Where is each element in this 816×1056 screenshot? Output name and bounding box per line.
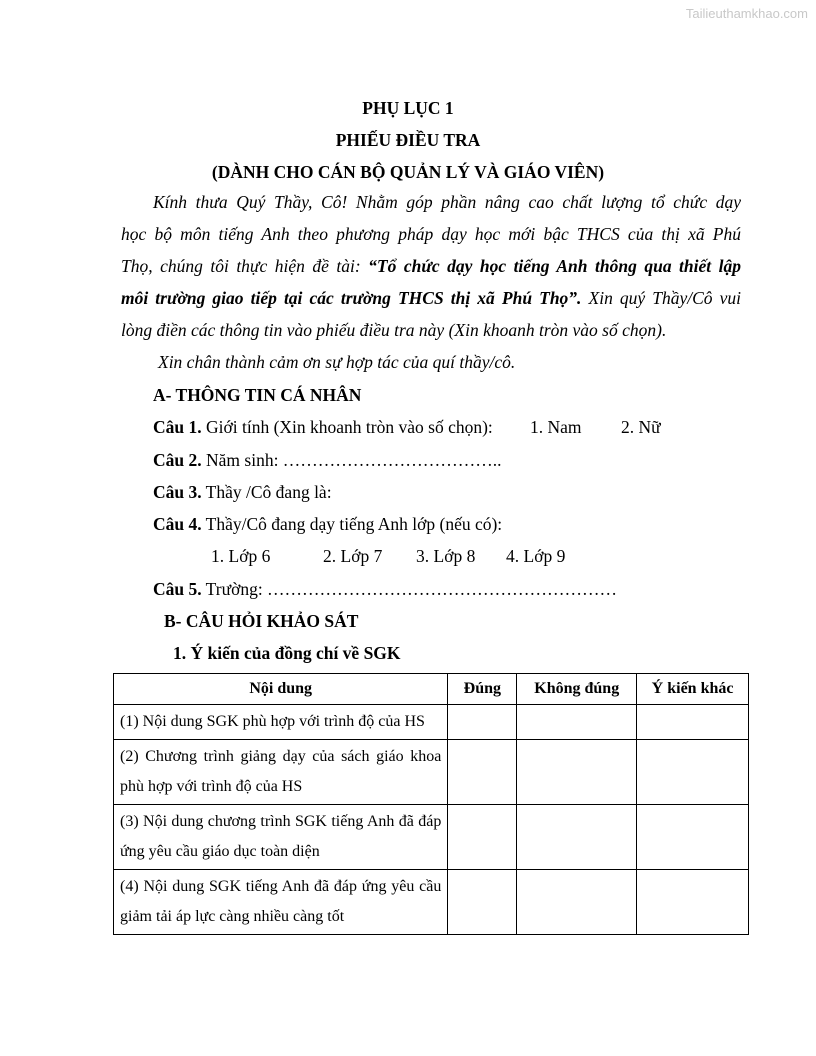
topic-title: môi trường giao tiếp tại các trường THCS thị xã Phú Thọ”.: [121, 288, 582, 308]
cell-incorrect[interactable]: [517, 740, 637, 805]
cell-correct[interactable]: [448, 805, 517, 870]
intro-line: học bộ môn tiếng Anh theo phương pháp dạy học mới bậc THCS của thị xã Phú: [121, 224, 741, 244]
option-grade-8[interactable]: 3. Lớp 8: [416, 546, 476, 566]
cell-correct[interactable]: [448, 705, 517, 740]
intro-line: lòng điền các thông tin vào phiếu điều tra này (Xin khoanh tròn vào số chọn).: [121, 320, 667, 340]
question-label: Câu 5.: [153, 579, 202, 599]
row-content: (3) Nội dung chương trình SGK tiếng Anh đã đáp ứng yêu cầu giáo dục toàn diện: [114, 805, 448, 870]
table-row: [114, 705, 749, 740]
option-grade-7[interactable]: 2. Lớp 7: [323, 546, 383, 566]
question-4: [153, 513, 502, 535]
table-row: [114, 740, 749, 805]
cell-other[interactable]: [637, 740, 749, 805]
header-content: Nội dung: [114, 674, 448, 705]
question-text: Giới tính (Xin khoanh tròn vào số chọn):: [201, 417, 493, 437]
question-3: [153, 481, 332, 503]
question-label: Câu 1.: [153, 417, 202, 437]
section-b-heading: B- CÂU HỎI KHẢO SÁT: [164, 611, 359, 631]
table-row: [114, 870, 749, 935]
option-female[interactable]: 2. Nữ: [621, 417, 661, 437]
table-row: [114, 805, 749, 870]
survey-subtitle: (DÀNH CHO CÁN BỘ QUẢN LÝ VÀ GIÁO VIÊN): [211, 162, 605, 182]
table-header-row: [114, 674, 749, 705]
option-grade-6[interactable]: 1. Lớp 6: [211, 546, 271, 566]
question-5: [153, 578, 617, 600]
question-label: Câu 3.: [153, 482, 202, 502]
question-label: Câu 2.: [153, 450, 202, 470]
cell-other[interactable]: [637, 805, 749, 870]
question-text: Trường: ……………………………………………………: [201, 579, 618, 599]
cell-incorrect[interactable]: [517, 870, 637, 935]
question-2: [153, 449, 502, 471]
intro-line: [121, 287, 741, 309]
intro-text: Xin quý Thầy/Cô vui: [581, 288, 742, 308]
question-text: Thầy /Cô đang là:: [201, 482, 332, 502]
question-1: [153, 416, 493, 438]
cell-correct[interactable]: [448, 870, 517, 935]
header-other: Ý kiến khác: [637, 674, 749, 705]
cell-incorrect[interactable]: [517, 805, 637, 870]
appendix-title: PHỤ LỤC 1: [362, 98, 454, 118]
cell-incorrect[interactable]: [517, 705, 637, 740]
question-text: Thầy/Cô đang dạy tiếng Anh lớp (nếu có):: [201, 514, 503, 534]
question-text: Năm sinh: ………………………………..: [201, 450, 502, 470]
option-grade-9[interactable]: 4. Lớp 9: [506, 546, 566, 566]
intro-text: Thọ, chúng tôi thực hiện đề tài:: [121, 256, 369, 276]
cell-correct[interactable]: [448, 740, 517, 805]
survey-title: PHIẾU ĐIỀU TRA: [335, 130, 481, 150]
thanks-line: Xin chân thành cảm ơn sự hợp tác của quí thầy/cô.: [158, 352, 516, 372]
watermark: Tailieuthamkhao.com: [685, 6, 808, 21]
row-content: (2) Chương trình giảng dạy của sách giáo khoa phù hợp với trình độ của HS: [114, 740, 448, 805]
row-content: (1) Nội dung SGK phù hợp với trình độ của HS: [114, 705, 448, 740]
topic-title: “Tổ chức dạy học tiếng Anh thông qua thiết lập: [368, 256, 741, 276]
option-male[interactable]: 1. Nam: [530, 417, 582, 437]
row-content: (4) Nội dung SGK tiếng Anh đã đáp ứng yêu cầu giảm tải áp lực càng nhiều càng tốt: [114, 870, 448, 935]
survey-table: [113, 673, 749, 935]
intro-line: Kính thưa Quý Thầy, Cô! Nhằm góp phần nâng cao chất lượng tổ chức dạy: [153, 192, 741, 212]
header-incorrect: Không đúng: [517, 674, 637, 705]
intro-line: [121, 255, 741, 277]
cell-other[interactable]: [637, 705, 749, 740]
question-label: Câu 4.: [153, 514, 202, 534]
section-a-heading: A- THÔNG TIN CÁ NHÂN: [153, 385, 362, 405]
header-correct: Đúng: [448, 674, 517, 705]
subsection-heading: 1. Ý kiến của đồng chí về SGK: [173, 643, 401, 663]
cell-other[interactable]: [637, 870, 749, 935]
